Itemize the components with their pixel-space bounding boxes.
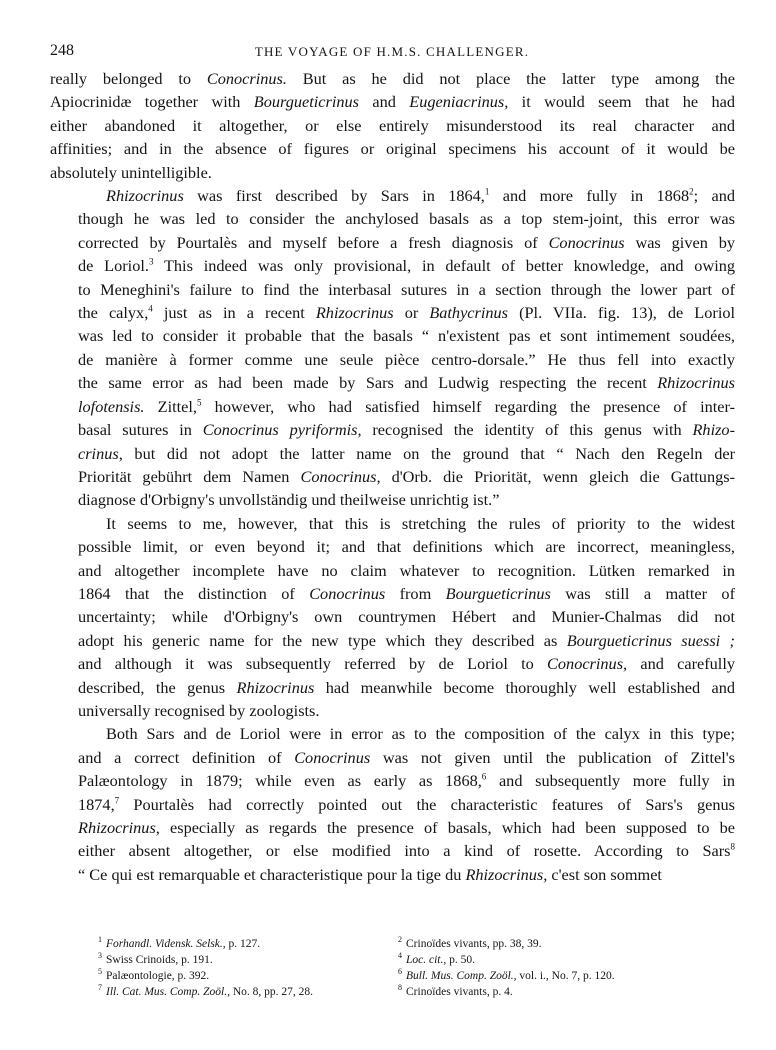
- text-run: p. 50.: [446, 954, 475, 966]
- text-run: though he was led to consider the anchylosed basals as a top stem-joint, this error was: [78, 209, 735, 229]
- text-line: [50, 512, 735, 535]
- footnote-ref[interactable]: 2: [689, 186, 694, 197]
- footnote-ref[interactable]: 7: [114, 795, 120, 806]
- text-line: [50, 418, 735, 441]
- paragraph: [50, 67, 735, 184]
- text-run: de Loriol.: [78, 256, 149, 276]
- footnote-number: 5: [98, 967, 102, 977]
- italic-text: Conocrinus: [294, 747, 371, 767]
- body-text: [50, 67, 735, 886]
- text-run: was still a matter of: [550, 583, 735, 603]
- text-run: No. 8, pp. 27, 28.: [229, 986, 314, 998]
- text-line: [50, 278, 735, 301]
- italic-text: Bourgueticrinus: [445, 583, 551, 603]
- text-line: [50, 161, 735, 184]
- text-run: uncertainty; while d'Orbigny's own countrymen Hébert and Munier-Chalmas did not: [78, 607, 735, 627]
- footnote-number: 3: [98, 951, 102, 961]
- text-line: [50, 90, 735, 113]
- text-run: and: [359, 92, 410, 112]
- italic-text: Conocrinus pyriformis,: [202, 420, 362, 440]
- text-run: d'Orb. die Priorität, wenn gleich die Gattungs-: [380, 466, 735, 486]
- footnote-number: 2: [398, 935, 402, 945]
- text-run: just as in a recent: [152, 303, 316, 323]
- italic-text: Rhizocrinus,: [465, 864, 548, 884]
- footnote-number: 6: [398, 967, 402, 977]
- footnote: [98, 952, 398, 968]
- italic-text: Conocrinus,: [300, 466, 381, 486]
- text-line: [50, 231, 735, 254]
- italic-text: Rhizo-: [692, 420, 735, 440]
- text-run: Apiocrinidæ together with: [50, 92, 254, 112]
- paragraph: [50, 512, 735, 723]
- text-line: [50, 395, 735, 418]
- footnote: [98, 984, 398, 1000]
- text-run: to Meneghini's failure to find the interbasal sutures in a section through the lower part of: [78, 279, 735, 299]
- italic-text: Rhizocrinus: [657, 373, 735, 393]
- italic-text: Rhizocrinus: [236, 677, 315, 697]
- text-run: Pourtalès had correctly pointed out the characteristic features of Sars's genus: [119, 794, 735, 814]
- text-run: (Pl. VIIa. fig. 13), de Loriol: [508, 303, 736, 323]
- text-run: Zittel,: [144, 396, 198, 416]
- page-number: 248: [50, 42, 74, 59]
- text-run: but did not adopt the latter name on the ground that “ Nach den Regeln der: [122, 443, 735, 463]
- text-run: was given by: [624, 232, 736, 252]
- text-line: [50, 816, 735, 839]
- text-run: de manière à former comme une seule pièce centro-dorsale.” He thus fell into exactly: [78, 349, 735, 369]
- text-run: diagnose d'Orbigny's unvollständig und theilweise unrichtig ist.”: [78, 490, 500, 510]
- text-run: This indeed was only provisional, in default of better knowledge, and owing: [153, 256, 736, 276]
- footnote: [398, 952, 698, 968]
- text-line: [50, 605, 735, 628]
- text-run: really belonged to: [50, 69, 207, 88]
- text-run: vol. i., No. 7, p. 120.: [516, 970, 615, 982]
- italic-text: Forhandl. Vidensk. Selsk.,: [106, 938, 226, 950]
- text-run: possible limit, or even beyond it; and that definitions which are incorrect, meaningless,: [78, 537, 735, 557]
- text-run: It seems to me, however, that this is stretching the rules of priority to the widest: [106, 513, 735, 533]
- footnote-ref[interactable]: 6: [481, 771, 487, 782]
- text-run: Both Sars and de Loriol were in error as to the composition of the calyx in this type;: [106, 724, 735, 744]
- text-run: had meanwhile become thoroughly well established and: [314, 677, 736, 697]
- text-line: [50, 348, 735, 371]
- text-run: basal sutures in: [78, 420, 203, 440]
- italic-text: Conocrinus,: [547, 654, 628, 674]
- footnote: [98, 968, 398, 984]
- text-line: [50, 839, 735, 862]
- text-line: [50, 184, 735, 207]
- text-line: [50, 652, 735, 675]
- footnote-number: 7: [98, 983, 102, 993]
- footnote-number: 4: [398, 951, 402, 961]
- text-line: [50, 371, 735, 394]
- running-title: THE VOYAGE OF H.M.S. CHALLENGER.: [254, 44, 530, 59]
- italic-text: Eugeniacrinus,: [409, 92, 509, 112]
- text-run: was led to consider it probable that the basals “ n'existent pas et sont intimement soudées,: [78, 326, 735, 346]
- footnote: [98, 936, 398, 952]
- text-run: was first described by Sars in 1864,: [183, 186, 485, 206]
- text-run: p. 127.: [225, 938, 261, 950]
- footnote-ref[interactable]: 4: [148, 303, 153, 314]
- text-run: Palæontologie, p. 392.: [106, 970, 210, 982]
- text-run: Crinoïdes vivants, p. 4.: [406, 986, 513, 998]
- text-run: it would seem that he had: [508, 92, 735, 112]
- text-line: [50, 465, 735, 488]
- text-line: [50, 207, 735, 230]
- italic-text: Conocrinus: [548, 232, 625, 252]
- text-run: ; and: [693, 186, 735, 206]
- text-line: [50, 301, 735, 324]
- text-run: especially as regards the presence of basals, which had been supposed to be: [159, 818, 735, 837]
- italic-text: lofotensis.: [78, 396, 145, 416]
- text-run: Priorität gebührt dem Namen: [78, 466, 301, 486]
- text-run: and a correct definition of: [78, 747, 295, 767]
- text-line: [50, 629, 735, 652]
- text-line: [50, 137, 735, 160]
- text-run: either abandoned it altogether, or else entirely misunderstood its real character and: [50, 115, 735, 135]
- italic-text: Bathycrinus: [429, 303, 509, 323]
- footnote-ref[interactable]: 1: [484, 186, 490, 197]
- text-line: [50, 863, 735, 886]
- text-run: absolutely unintelligible.: [50, 162, 212, 182]
- text-run: corrected by Pourtalès and myself before a fresh diagnosis of: [78, 232, 549, 252]
- text-line: [50, 254, 735, 277]
- text-line: [50, 722, 735, 745]
- footnotes: [98, 936, 698, 1000]
- text-line: [50, 793, 735, 816]
- text-run: affinities; and in the absence of figures or original specimens his account of it would be: [50, 139, 735, 159]
- text-line: [50, 769, 735, 792]
- italic-text: Conocrinus: [309, 583, 386, 603]
- text-run: Palæontology in 1879; while even as early as 1868,: [78, 771, 482, 791]
- footnote-ref[interactable]: 3: [148, 256, 154, 267]
- text-run: “ Ce qui est remarquable et characteristique pour la tige du: [78, 864, 466, 884]
- text-run: universally recognised by zoologists.: [78, 700, 320, 720]
- italic-text: Rhizocrinus: [315, 303, 394, 323]
- text-run: But as he did not place the latter type among the: [286, 69, 736, 88]
- text-run: or: [393, 303, 430, 323]
- footnote-number: 1: [98, 935, 102, 945]
- text-line: [50, 535, 735, 558]
- italic-text: Bourgueticrinus suessi ;: [566, 630, 735, 650]
- italic-text: Bull. Mus. Comp. Zoöl.,: [406, 970, 517, 982]
- text-line: [50, 488, 735, 511]
- text-run: and although it was subsequently referred by de Loriol to: [78, 654, 548, 674]
- text-line: [50, 676, 735, 699]
- footnote-ref[interactable]: 5: [197, 397, 202, 408]
- paragraph: [50, 722, 735, 886]
- text-run: from: [385, 583, 446, 603]
- text-run: 1864 that the distinction of: [78, 583, 310, 603]
- paragraph: [50, 184, 735, 512]
- italic-text: crinus,: [78, 443, 123, 463]
- text-run: the same error as had been made by Sars and Ludwig respecting the recent: [78, 373, 658, 393]
- text-line: [50, 699, 735, 722]
- text-run: Swiss Crinoids, p. 191.: [106, 954, 213, 966]
- text-run: however, who had satisfied himself regarding the presence of inter-: [201, 396, 736, 416]
- text-line: [50, 582, 735, 605]
- text-run: adopt his generic name for the new type which they described as: [78, 630, 567, 650]
- italic-text: Rhizocrinus,: [78, 818, 160, 837]
- footnote: [398, 984, 698, 1000]
- italic-text: Loc. cit.,: [406, 954, 447, 966]
- footnote: [398, 936, 698, 952]
- footnote-ref[interactable]: 8: [730, 841, 735, 852]
- italic-text: Bourgueticrinus: [253, 92, 360, 112]
- text-line: [50, 442, 735, 465]
- text-run: 1874,: [78, 794, 115, 814]
- text-run: Crinoïdes vivants, pp. 38, 39.: [406, 938, 542, 950]
- text-line: [50, 324, 735, 347]
- italic-text: Ill. Cat. Mus. Comp. Zoöl.,: [106, 986, 230, 998]
- text-run: and more fully in 1868: [489, 186, 690, 206]
- text-run: and subsequently more fully in: [486, 771, 735, 791]
- text-run: recognised the identity of this genus with: [361, 420, 693, 440]
- text-run: and altogether incomplete have no claim whatever to recognition. Lütken remarked in: [78, 560, 735, 580]
- italic-text: Rhizocrinus: [106, 186, 184, 206]
- text-run: was not given until the publication of Zittel's: [370, 747, 736, 767]
- page-header: [50, 44, 734, 66]
- text-run: either absent altogether, or else modified into a kind of rosette. According to Sars: [78, 841, 731, 861]
- text-run: described, the genus: [78, 677, 237, 697]
- text-line: [50, 746, 735, 769]
- text-run: the calyx,: [78, 303, 149, 323]
- text-line: [50, 67, 735, 90]
- text-line: [50, 114, 735, 137]
- text-run: and carefully: [627, 654, 735, 674]
- text-line: [50, 559, 735, 582]
- italic-text: Conocrinus.: [206, 69, 287, 88]
- footnote-number: 8: [398, 983, 402, 993]
- footnote: [398, 968, 698, 984]
- text-run: c'est son sommet: [547, 864, 662, 884]
